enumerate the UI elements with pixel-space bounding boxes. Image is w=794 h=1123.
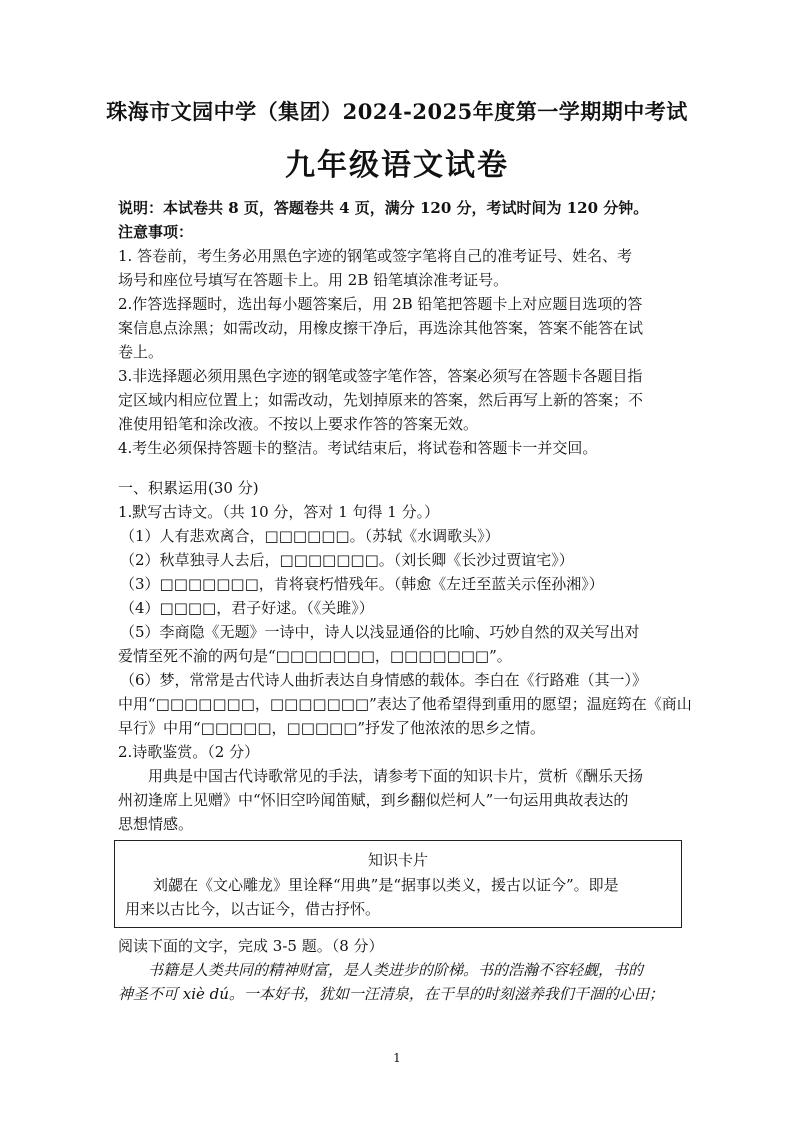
instruction-line: 1. 答卷前，考生务必用黑色字迹的钢笔或签字笔将自己的准考证号、姓名、考 xyxy=(118,247,633,265)
knowledge-card-title: 知识卡片 xyxy=(367,851,428,869)
instruction-line: 2.作答选择题时，选出每小题答案后，用 2B 铅笔把答题卡上对应题目选项的答 xyxy=(118,295,643,313)
exam-title: 珠海市文园中学（集团）2024-2025年度第一学期期中考试 xyxy=(106,99,688,124)
knowledge-card xyxy=(114,840,682,928)
instruction-line: 准使用铅笔和涂改液。不按以上要求作答的答案无效。 xyxy=(118,415,479,433)
instruction-line: 3.非选择题必须用黑色字迹的钢笔或签字笔作答，答案必须写在答题卡各题目指 xyxy=(118,367,643,385)
section-heading: 一、积累运用(30 分) xyxy=(118,479,259,497)
instruction-line: 定区域内相应位置上；如需改动，先划掉原来的答案，然后再写上新的答案；不 xyxy=(118,391,644,409)
knowledge-card-text: 用来以古比今，以古证今，借古抒怀。 xyxy=(125,900,381,918)
question-1-item: 中用“□□□□□□□，□□□□□□□”表达了他希望得到重用的愿望；温庭筠在《商山 xyxy=(118,695,692,713)
notice-label: 注意事项： xyxy=(118,223,194,241)
exam-description: 说明：本试卷共 8 页，答题卷共 4 页，满分 120 分，考试时间为 120 分钟。 xyxy=(118,199,649,217)
question-1-item: 爱情至死不渝的两句是“□□□□□□□，□□□□□□□”。 xyxy=(118,647,512,665)
question-1-heading: 1.默写古诗文。（共 10 分，答对 1 句得 1 分。） xyxy=(118,503,440,521)
knowledge-card-text: 刘勰在《文心雕龙》里诠释“用典”是“据事以类义，援古以证今”。即是 xyxy=(153,876,619,894)
question-2-text: 州初逢席上见赠》中“怀旧空吟闻笛赋，到乡翻似烂柯人”一句运用典故表达的 xyxy=(118,791,629,809)
question-2-text: 思想情感。 xyxy=(118,815,194,833)
exam-content xyxy=(118,196,692,1006)
question-1-item: （6）梦，常常是古代诗人曲折表达自身情感的载体。李白在《行路难（其一）》 xyxy=(120,671,648,689)
reading-text: 书籍是人类共同的精神财富，是人类进步的阶梯。书的浩瀚不容轻觑，书的 xyxy=(148,961,644,979)
instruction-line: 案信息点涂黑；如需改动，用橡皮擦干净后，再选涂其他答案，答案不能答在试 xyxy=(118,319,644,337)
question-1-item: 早行》中用“□□□□□，□□□□□”抒发了他浓浓的思乡之情。 xyxy=(118,719,546,737)
question-1-item: （1）人有悲欢离合，□□□□□□。（苏轼《水调歌头》） xyxy=(120,527,500,545)
reading-text: 神圣不可 xiè dú。一本好书，犹如一汪清泉，在干旱的时刻滋养我们干涸的心田； xyxy=(118,985,664,1003)
page-number: 1 xyxy=(393,1051,401,1065)
instruction-line: 场号和座位号填写在答题卡上。用 2B 铅笔填涂准考证号。 xyxy=(118,271,509,289)
question-2-heading: 2.诗歌鉴赏。（2 分） xyxy=(118,743,260,761)
question-1-item: （3）□□□□□□□，肯将衰朽惜残年。（韩愈《左迁至蓝关示侄孙湘》） xyxy=(120,575,604,593)
exam-subtitle: 九年级语文试卷 xyxy=(285,148,509,183)
question-1-item: （5）李商隐《无题》一诗中，诗人以浅显通俗的比喻、巧妙自然的双关写出对 xyxy=(120,623,640,641)
instruction-line: 卷上。 xyxy=(118,343,164,361)
reading-heading: 阅读下面的文字，完成 3-5 题。（8 分） xyxy=(118,937,384,955)
question-1-item: （2）秋草独寻人去后，□□□□□□□。（刘长卿《长沙过贾谊宅》） xyxy=(120,551,574,569)
question-1-item: （4）□□□□，君子好逑。（《关雎》） xyxy=(120,599,374,617)
instruction-line: 4.考生必须保持答题卡的整洁。考试结束后，将试卷和答题卡一并交回。 xyxy=(118,439,598,457)
question-2-text: 用典是中国古代诗歌常见的手法，请参考下面的知识卡片，赏析《酬乐天扬 xyxy=(148,767,644,785)
